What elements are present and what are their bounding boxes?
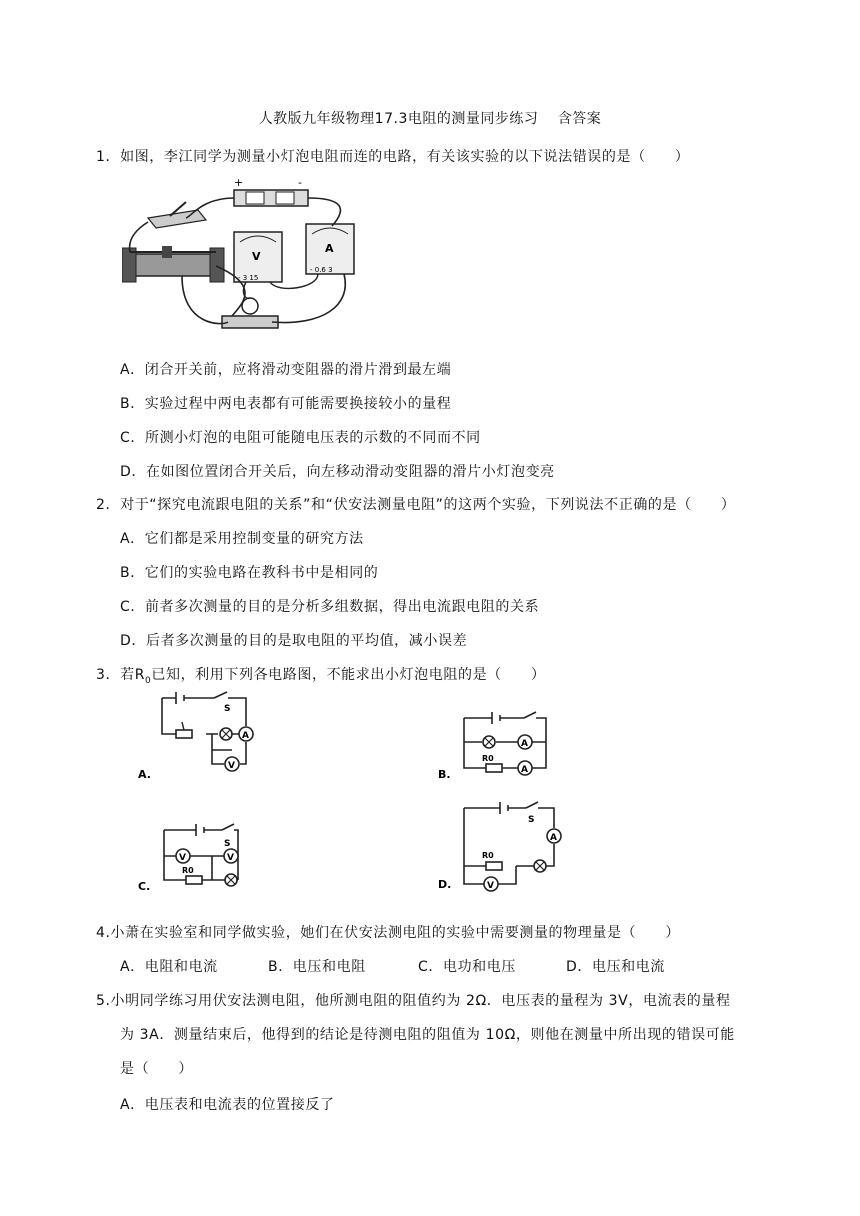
circuit-b-ammeter-2-label: A [521,765,528,775]
question-5-line-2: 为 3A．测量结束后，他得到的结论是待测电阻的阻值为 10Ω，则他在测量中所出现的错误可能 [120,1027,735,1043]
ammeter-terminals: - 0.6 3 [310,266,333,274]
question-4-option-a[interactable]: A．电阻和电流 [120,959,218,975]
question-4-option-c[interactable]: C．电功和电压 [418,959,516,975]
question-3-stem [96,664,546,686]
question-2-option-c[interactable]: C．前者多次测量的目的是分析多组数据，得出电流跟电阻的关系 [120,599,540,615]
question-4-option-b[interactable]: B．电压和电阻 [268,959,366,975]
question-3-stem-pre: 3．若R [96,667,146,683]
question-1-option-c[interactable]: C．所测小灯泡的电阻可能随电压表的示数的不同而不同 [120,430,481,446]
question-5-option-a[interactable]: A．电压表和电流表的位置接反了 [120,1097,335,1113]
circuit-b-ammeter-1-label: A [521,739,528,749]
question-1-option-a[interactable]: A．闭合开关前，应将滑动变阻器的滑片滑到最左端 [120,362,452,378]
circuit-c-voltmeter-1-label: V [179,853,186,863]
voltmeter-label: V [252,250,261,263]
circuit-d-switch-label: S [528,815,535,825]
circuit-c-voltmeter-2-label: V [227,853,234,863]
question-1-option-b[interactable]: B．实验过程中两电表都有可能需要换接较小的量程 [120,396,452,412]
circuit-a-voltmeter-label: V [228,761,235,771]
question-3-stem-sub: 0 [145,675,152,686]
circuit-b-figure[interactable] [436,706,566,782]
circuit-d-letter: D. [438,878,452,891]
battery-plus-label: + [234,176,244,189]
voltmeter-terminals: - 3 15 [238,274,259,282]
question-2-stem: 2．对于“探究电流跟电阻的关系”和“伏安法测量电阻”的这两个实验，下列说法不正确的是（ ） [96,497,736,513]
question-4-option-d[interactable]: D．电压和电流 [566,959,665,975]
circuit-c-r0-label: R0 [182,866,194,875]
question-1-stem: 1．如图，李江同学为测量小灯泡电阻而连的电路，有关该实验的以下说法错误的是（ ） [96,149,690,165]
circuit-c-switch-label: S [224,839,231,849]
question-2-option-a[interactable]: A．它们都是采用控制变量的研究方法 [120,531,364,547]
circuit-a-switch-label: S [224,704,231,714]
circuit-d-figure[interactable] [436,800,586,892]
question-2-option-d[interactable]: D．后者多次测量的目的是取电阻的平均值，减小误差 [120,633,468,649]
page-title: 人教版九年级物理17.3电阻的测量同步练习 含答案 [258,111,602,127]
circuit-b-r0-label: R0 [482,754,494,763]
ammeter-label: A [325,242,334,255]
circuit-b-letter: B. [438,768,451,781]
question-1-option-d[interactable]: D．在如图位置闭合开关后，向左移动滑动变阻器的滑片小灯泡变亮 [120,464,555,480]
question-1-circuit-figure [122,176,362,344]
circuit-d-r0-label: R0 [482,851,494,860]
circuit-a-letter: A. [138,768,151,781]
circuit-a-figure[interactable] [136,690,266,782]
question-3-stem-post: 已知，利用下列各电路图，不能求出小灯泡电阻的是（ ） [151,667,546,683]
question-4-stem: 4.小萧在实验室和同学做实验，她们在伏安法测电阻的实验中需要测量的物理量是（ ） [96,925,680,941]
circuit-d-ammeter-label: A [550,833,557,843]
circuit-c-figure[interactable] [136,818,266,894]
circuit-d-voltmeter-label: V [487,881,494,891]
question-5-line-1: 5.小明同学练习用伏安法测电阻，他所测电阻的阻值约为 2Ω．电压表的量程为 3V，电流表的量程 [96,993,731,1009]
circuit-c-letter: C. [138,880,151,893]
question-5-line-3: 是（ ） [120,1061,193,1077]
circuit-a-ammeter-label: A [242,731,249,741]
question-2-option-b[interactable]: B．它们的实验电路在教科书中是相同的 [120,565,379,581]
battery-minus-label: - [298,176,302,189]
